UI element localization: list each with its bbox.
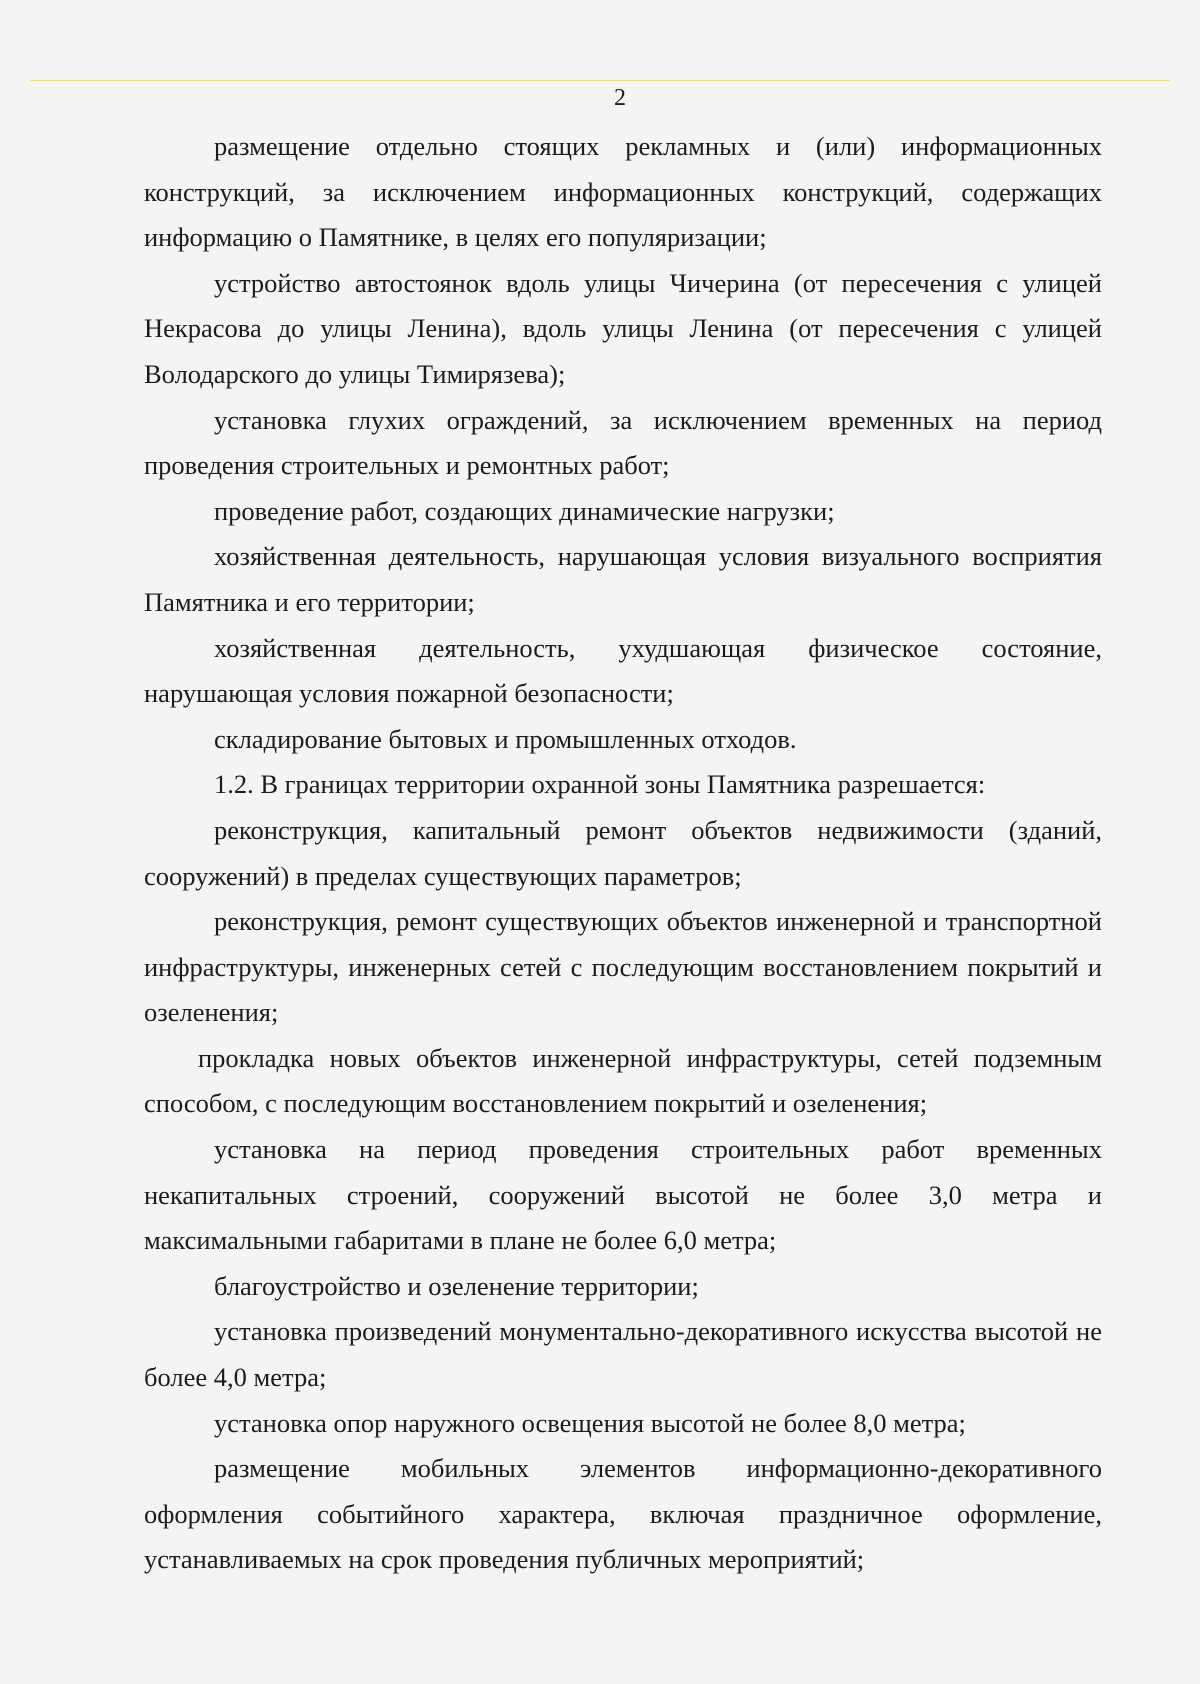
paragraph-temporary-structures: установка на период проведения строительных работ временных некапитальных строений, сооружений высотой не более 3,0 метра и максимальными габаритами в плане не более 6,0 метра;: [144, 1134, 1102, 1256]
paragraph-infrastructure-repair: реконструкция, ремонт существующих объектов инженерной и транспортной инфраструктуры, инженерных сетей с последующим восстановлением покрытий и озеленения;: [144, 906, 1102, 1028]
paragraph-section-1-2: 1.2. В границах территории охранной зоны Памятника разрешается:: [214, 769, 986, 800]
paragraph-monumental-art: установка произведений монументально-декоративного искусства высотой не более 4,0 метра;: [144, 1316, 1102, 1393]
paragraph-fences: установка глухих ограждений, за исключением временных на период проведения строительных и ремонтных работ;: [144, 404, 1102, 481]
document-body: [144, 124, 1102, 1583]
paragraph-advertising-structures: размещение отдельно стоящих рекламных и (или) информационных конструкций, за исключением информационных конструкций, содержащих информацию о Памятнике, в целях его популяризации;: [144, 131, 1102, 253]
paragraph-visual-perception: хозяйственная деятельность, нарушающая условия визуального восприятия Памятника и его территории;: [144, 541, 1102, 617]
paragraph-dynamic-loads: проведение работ, создающих динамические нагрузки;: [214, 495, 835, 526]
paragraph-physical-condition: хозяйственная деятельность, ухудшающая физическое состояние, нарушающая условия пожарной безопасности;: [144, 632, 1102, 709]
paragraph-landscaping: благоустройство и озеленение территории;: [214, 1270, 699, 1301]
paragraph-parking: устройство автостоянок вдоль улицы Чичерина (от пересечения с улицей Некрасова до улицы Ленина), вдоль улицы Ленина (от пересечения с улицей Володарского до улицы Тимирязева);: [144, 267, 1102, 389]
scan-edge-line: [30, 80, 1170, 81]
page-number: 2: [614, 85, 626, 111]
paragraph-underground-networks: прокладка новых объектов инженерной инфраструктуры, сетей подземным способом, с последующим восстановлением покрытий и озеленения;: [144, 1042, 1102, 1119]
paragraph-decorative-elements: размещение мобильных элементов информационно-декоративного оформления событийного характера, включая праздничное оформление, устанавливаемых на срок проведения публичных мероприятий;: [144, 1453, 1102, 1575]
paragraph-waste-storage: складирование бытовых и промышленных отходов.: [214, 723, 797, 754]
paragraph-reconstruction: реконструкция, капитальный ремонт объектов недвижимости (зданий, сооружений) в пределах существующих параметров;: [144, 814, 1102, 891]
paragraph-lighting-poles: установка опор наружного освещения высотой не более 8,0 метра;: [214, 1407, 966, 1438]
